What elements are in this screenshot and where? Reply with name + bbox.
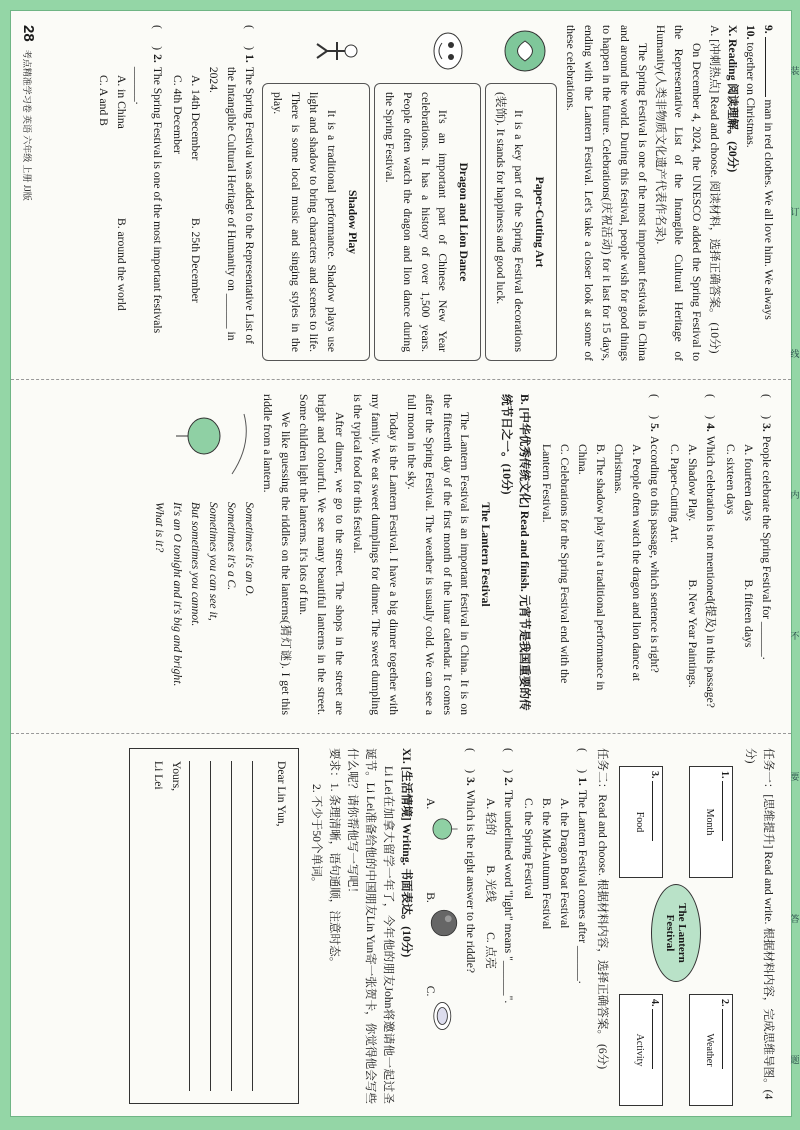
option-c-plate[interactable]: C. [421,986,461,1034]
column-reading-a [11,11,791,373]
margin-marks: 装 订 线 内 不 要 答 题 [790,66,800,1065]
worksheet-page [10,10,792,1117]
column-tasks-writing [11,733,791,1116]
mind-map-node-month[interactable]: 1. Month [689,766,733,878]
question-a4[interactable]: ( ) 4. Which celebration is not mentioned(提及) in this passage? [704,394,718,708]
task2-q1-option-a[interactable]: A. the Dragon Boat Festival [558,798,572,929]
question-a1[interactable]: ( ) 1. The Spring Festival was added to the Representative List of the Intangible Cultural Heritage of Humanity on ______ in 2024. [206,25,256,345]
mind-map-node-food[interactable]: 3. Food [619,766,663,878]
task2-q2-options: A. 轻的 B. 光线 C. 点亮 [484,798,498,969]
question-a2-option-c[interactable]: C. A and B [97,75,111,126]
mind-map [615,748,737,1104]
question-a3[interactable]: ( ) 3. People celebrate the Spring Festival for ______. [760,394,773,660]
part-b-title: The Lantern Festival [479,502,493,607]
question-a5-option-c[interactable]: C. Celebrations for the Spring Festival end with the Lantern Festival. [540,444,572,684]
letter-signature: Li Lei [151,761,165,790]
page-footer: 28考点精准学习卷 英语 六年级 上册 JJ版 [20,25,38,201]
task-2-heading: 任务二：Read and choose. 根据材料内容，选择正确答案。 (6分) [596,748,610,1070]
part-b-heading: B. [中华优秀传统文化] Read and finish. 元宵节是我国重要的传统节日之一。(10分) [500,394,532,711]
question-a1-option-c[interactable]: C. 4th December [170,75,184,154]
letter-closing: Yours, [169,761,183,792]
moon-icon [427,906,461,940]
riddle-line-2: Sometimes it's a C. [224,502,238,591]
rotated-content [11,11,791,1116]
part-b-paragraph-1: The Lantern Festival is an important festival in China. It is on the fifteenth day of the first month of the lunar calendar. It comes after the Spring Festival. The weather is usually cold. We can see a full moon in the sky. [404,394,472,715]
letter-salutation: Dear Lin Yun, [275,761,289,827]
lantern-icon [427,812,461,846]
part-a-paragraph-2: The Spring Festival is one of the most important festivals in China and around the world. During this festival, people wish for good things to happen in the future. Celebrations(庆祝活动) for it last for 15 days, ending with the Lantern Festival. Let's take a closer look at some of these celebrations. [564,25,650,361]
question-a3-option-c[interactable]: C. sixteen days [724,444,738,515]
riddle-line-3: Sometimes you can see it, [206,502,220,621]
task2-question-3[interactable]: ( ) 3. Which is the right answer to the riddle? [464,748,478,974]
option-a-lantern[interactable]: A. [421,798,461,846]
question-a4-options: A. Shadow Play. B. New Year Paintings. [686,444,700,688]
shadow-puppet-icon [313,26,363,76]
part-b-paragraph-3: After dinner, we go to the street. The shops in the street are bright and colourful. We see many beautiful lanterns in the street. Some children light the lanterns. It's lots of fun. [296,394,346,715]
box-title: Paper-Cutting Art [533,176,547,268]
question-a3-options: A. fourteen days B. fifteen days [742,444,756,648]
part-b-paragraph-2: Today is the Lantern Festival. I have a big dinner together with my family. We eat sweet dumplings for dinner. The sweet dumpling is the typical food for this festival. [350,394,400,715]
question-9: 9. man in red clothes. We all love him. We always [762,25,775,320]
riddle-block [150,394,258,715]
question-a2-options: A. in China B. around the world [115,75,128,311]
paper-cut-icon [500,26,550,76]
riddle-line-4: But sometimes you cannot. [188,502,202,627]
question-10: 10. together on Christmas. [744,25,758,148]
part-b-paragraph-4: We like guessing the riddles on the lanterns(猜灯谜). I get this riddle from a lantern. [260,394,292,715]
section-xi-heading: XI. [生活情境] Writing. 书面表达。(10分) [400,748,414,958]
question-a5[interactable]: ( ) 5. According to this passage, which sentence is right? [648,394,662,673]
task2-question-2[interactable]: ( ) 2. The underlined word "light" means "______". [502,748,516,1004]
box-text: It is a traditional performance. Shadow plays use light and shadow to bring characters and scenes to life. There is some local music and singing styles in the play. [270,92,338,352]
task2-question-1[interactable]: ( ) 1. The Lantern Festival comes after ______. [576,748,590,984]
section-x-title: X. Reading 阅读理解。(20分) [726,25,740,173]
box-dragon-lion [374,83,482,361]
part-a-paragraph-1: On December 4, 2024, the UNESCO added the Spring Festival to the Representative List of the Intangible Cultural Heritage of Humanity(人类非物质文化遗产代表作名录). [654,25,704,361]
task2-q1-option-c[interactable]: C. the Spring Festival [522,798,536,900]
plate-icon [427,999,461,1033]
question-a1-options: A. 14th December B. 25th December [188,75,202,303]
task2-q3-picture-options [415,748,461,1104]
writing-prompt: Li Lei在加拿大留学一年了，今年他的朋友John将邀请他一起过圣诞节。Li Lei准备给他的中国朋友Lin Yun寄一张贺卡，你觉得他会写些什么呢？请你帮他写一写吧！ [346,748,396,1104]
mind-map-node-activity[interactable]: 4. Activity [619,994,663,1106]
option-b-moon[interactable]: B. [421,892,461,940]
mind-map-center: The Lantern Festival [651,884,701,982]
lion-dance-icon [424,26,474,76]
binding-margin [790,0,800,1130]
part-a-heading: A. [冲刺热点] Read and choose. 阅读材料，选择正确答案。 (10分) [708,25,722,354]
task-1-heading: 任务一：[思维提升] Read and write. 根据材料内容，完成思维导图。(4分) [744,748,775,1100]
riddle-line-6: What is it? [153,502,167,553]
box-text: It is a key part of the Spring Festival decorations (装饰). It stands for happiness and good luck. [494,92,526,352]
box-title: Dragon and Lion Dance [457,162,471,282]
lantern-icon [172,404,252,484]
question-a5-option-a[interactable]: A. People often watch the dragon and lion dance at Christmas. [612,444,644,681]
task2-q1-option-b[interactable]: B. the Mid-Autumn Festival [540,798,554,930]
writing-requirement-1: 要求：1. 条理清晰，语句通顺，注意时态。 [328,748,342,969]
box-text: It's an important part of Chinese New Year celebrations. It has a history of over 1,500 years. People often watch the dragon and lion dance during the Spring Festival. [382,92,450,352]
mind-map-node-weather[interactable]: 2. Weather [689,994,733,1106]
box-paper-cutting [485,83,557,361]
column-reading-b [11,379,791,727]
box-title: Shadow Play [345,189,359,255]
riddle-line-1: Sometimes it's an O. [242,502,256,597]
writing-requirement-2: 2. 不少于50个单词。 [310,784,324,889]
writing-card[interactable] [130,748,300,1104]
question-a5-option-b[interactable]: B. The shadow play isn't a traditional performance in China. [576,444,608,691]
question-a2[interactable]: ( ) 2. The Spring Festival is one of the most important festivals ______. [132,25,164,334]
box-shadow-play [262,83,370,361]
riddle-line-5: It's an O tonight and it's big and bright. [171,502,184,687]
question-a4-option-c[interactable]: C. Paper-Cutting Art. [668,444,682,543]
